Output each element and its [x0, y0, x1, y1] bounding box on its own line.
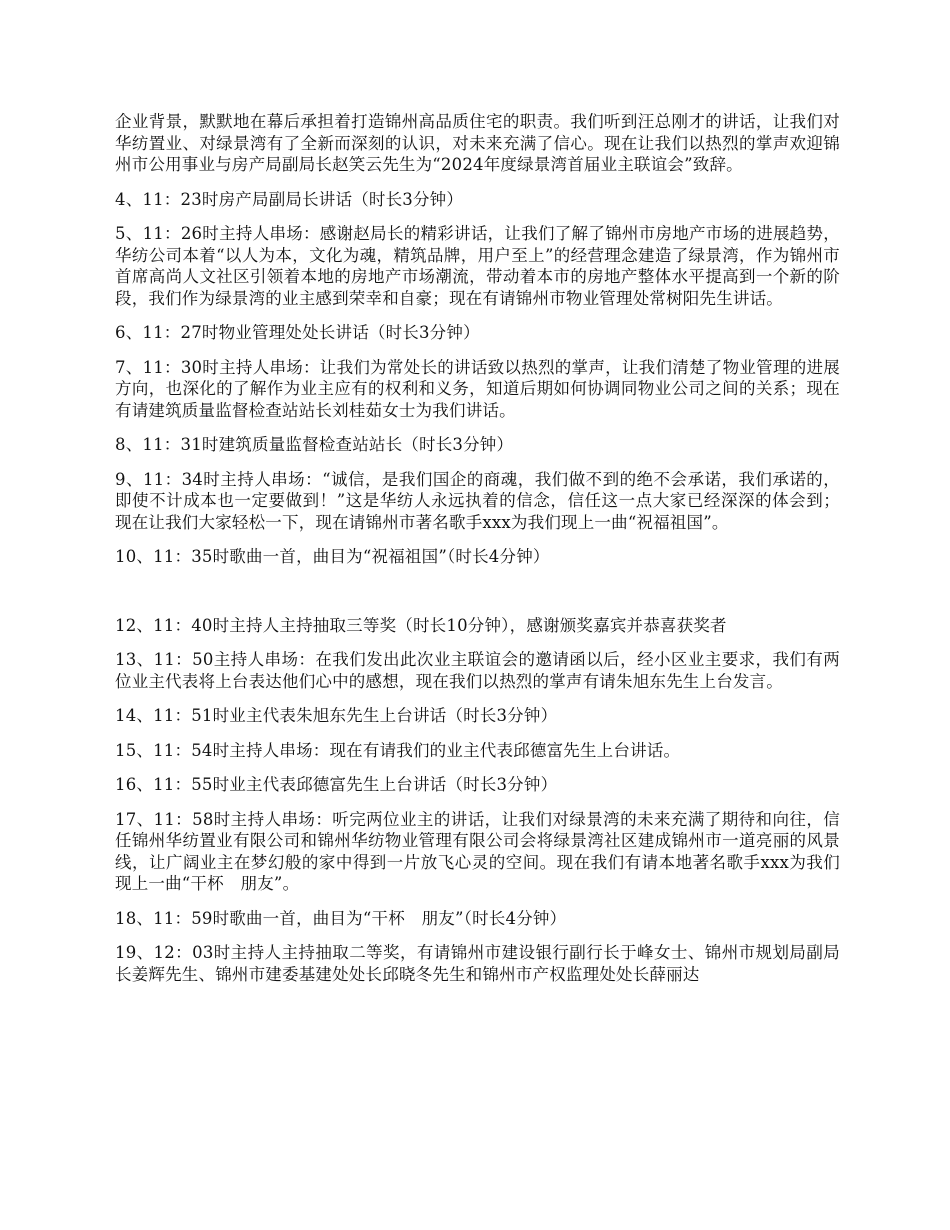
paragraph-item-18: 18、11：59时歌曲一首，曲目为“干杯 朋友”（时长4分钟） — [115, 908, 567, 928]
paragraph-item-17: 17、11：58时主持人串场：听完两位业主的讲话，让我们对绿景湾的未来充满了期待和向往，信任锦州华纺置业有限公司和锦州华纺物业管理有限公司会将绿景湾社区建成锦州市一道亮丽的风景线，让广阔业主在梦幻般的家中得到一片放飞心灵的空间。现在我们有请本地著名歌手xxx为我们现上一曲“干杯 朋友”。 — [115, 809, 840, 893]
paragraph-intro: 企业背景，默默地在幕后承担着打造锦州高品质住宅的职责。我们听到汪总刚才的讲话，让我们对华纺置业、对绿景湾有了全新而深刻的认识，对未来充满了信心。现在让我们以热烈的掌声欢迎锦州市公用事业与房产局副局长赵笑云先生为“2024年度绿景湾首届业主联谊会”致辞。 — [115, 112, 840, 174]
paragraph-item-14: 14、11：51时业主代表朱旭东先生上台讲话（时长3分钟） — [115, 706, 558, 725]
paragraph-item-10: 10、11：35时歌曲一首，曲目为“祝福祖国”（时长4分钟） — [115, 547, 550, 566]
paragraph-item-12: 12、11：40时主持人主持抽取三等奖（时长10分钟），感谢颁奖嘉宾并恭喜获奖者 — [115, 615, 727, 635]
paragraph-item-4: 4、11：23时房产局副局长讲话（时长3分钟） — [115, 189, 464, 209]
paragraph-item-6: 6、11：27时物业管理处处长讲话（时长3分钟） — [115, 323, 480, 342]
blank-paragraph — [115, 581, 840, 602]
paragraph-item-13: 13、11：50主持人串场：在我们发出此次业主联谊会的邀请函以后，经小区业主要求，我们有两位业主代表将上台表达他们心中的感想，现在我们以热烈的掌声有请朱旭东先生上台发言。 — [115, 650, 840, 691]
paragraph-item-8: 8、11：31时建筑质量监督检查站站长（时长3分钟） — [115, 435, 514, 454]
document-page — [115, 111, 840, 998]
paragraph-item-7: 7、11：30时主持人串场：让我们为常处长的讲话致以热烈的掌声，让我们清楚了物业管理的进展方向，也深化的了解作为业主应有的权利和义务，知道后期如何协调同物业公司之间的关系；现在有请建筑质量监督检查站站长刘桂茹女士为我们讲话。 — [115, 357, 840, 420]
paragraph-item-15: 15、11：54时主持人串场：现在有请我们的业主代表邱德富先生上台讲话。 — [115, 740, 681, 760]
paragraph-item-5: 5、11：26时主持人串场：感谢赵局长的精彩讲话，让我们了解了锦州市房地产市场的进展趋势，华纺公司本着“以人为本，文化为魂，精筑品牌，用户至上”的经营理念建造了绿景湾，作为锦州市首席高尚人文社区引领着本地的房地产市场潮流，带动着本市的房地产整体水平提高到一个新的阶段，我们作为绿景湾的业主感到荣幸和自豪；现在有请锦州市物业管理处常树阳先生讲话。 — [115, 224, 840, 308]
paragraph-item-19: 19、12：03时主持人主持抽取二等奖，有请锦州市建设银行副行长于峰女士、锦州市规划局副局长姜辉先生、锦州市建委基建处处长邱晓冬先生和锦州市产权监理处处长薛丽达 — [115, 943, 840, 984]
paragraph-item-16: 16、11：55时业主代表邱德富先生上台讲话（时长3分钟） — [115, 775, 558, 794]
paragraph-item-9: 9、11：34时主持人串场：“诚信，是我们国企的商魂，我们做不到的绝不会承诺，我们承诺的，即使不计成本也一定要做到！”这是华纺人永远执着的信念，信任这一点大家已经深深的体会到；现在让我们大家轻松一下，现在请锦州市著名歌手xxx为我们现上一曲“祝福祖国”。 — [115, 469, 840, 532]
